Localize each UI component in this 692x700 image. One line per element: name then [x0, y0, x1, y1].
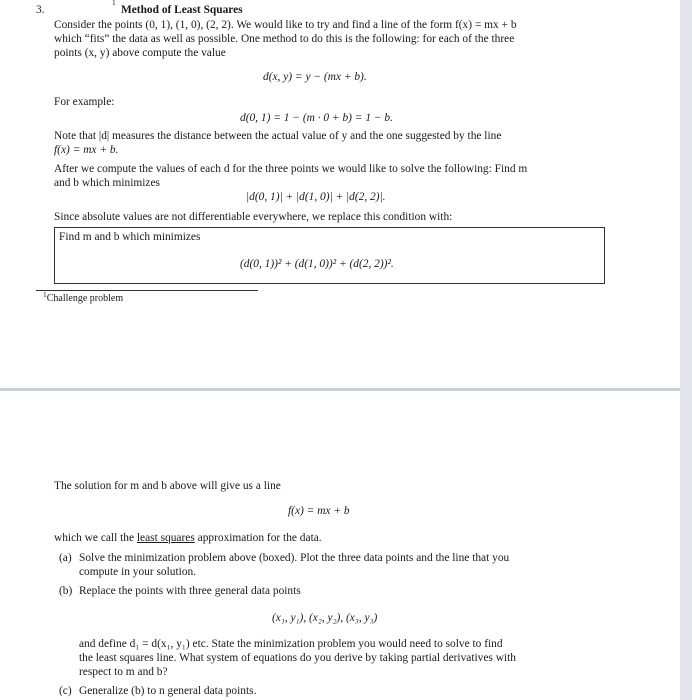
equation-example: d(0, 1) = 1 − (m · 0 + b) = 1 − b. [240, 112, 393, 124]
intro-line-3: points (x, y) above compute the value [54, 47, 226, 59]
part-c-label: (c) [59, 685, 72, 697]
footnote-rule [36, 290, 258, 291]
solution-line: The solution for m and b above will give us a line [54, 480, 281, 492]
equation-line: f(x) = mx + b [288, 505, 350, 517]
part-b-line-2: and define d₁ = d(x₁, y₁) etc. State the minimization problem you would need to solve to find [79, 638, 503, 650]
document-page-2 [0, 391, 680, 700]
problem-title: Method of Least Squares [121, 4, 243, 16]
part-a-line-1: Solve the minimization problem above (boxed). Plot the three data points and the line that you [79, 552, 510, 564]
part-a-label: (a) [59, 552, 72, 564]
for-example-label: For example: [54, 96, 115, 108]
part-a-line-2: compute in your solution. [79, 566, 197, 578]
intro-line-2: which “fits” the data as well as possible. One method to do this is the following: for each of the three [54, 33, 515, 45]
part-b-label: (b) [59, 585, 73, 597]
which-line [54, 531, 322, 545]
box-line: Find m and b which minimizes [59, 231, 201, 243]
part-c-line: Generalize (b) to n general data points. [79, 685, 257, 697]
part-b-line-3: the least squares line. What system of equations do you derive by taking partial derivatives with [79, 652, 516, 664]
since-line: Since absolute values are not differentiable everywhere, we replace this condition with: [54, 211, 453, 223]
which-suffix: approximation for the data. [197, 532, 322, 544]
intro-line-1: Consider the points (0, 1), (1, 0), (2, 2). We would like to try and find a line of the form f(x) = mx + b [54, 19, 517, 31]
equation-general-points: (x₁, y₁), (x₂, y₂), (x₃, y₃) [272, 612, 378, 624]
footnote: $^1$Challenge problem [43, 290, 124, 304]
equation-absolute-sum: |d(0, 1)| + |d(1, 0)| + |d(2, 2)|. [246, 191, 386, 203]
note-line-2: f(x) = mx + b. [54, 144, 119, 156]
problem-number: 3. [36, 4, 45, 16]
footnote-text: Challenge problem [46, 293, 124, 304]
part-b-line-4: respect to m and b? [79, 666, 168, 678]
after-line-1: After we compute the values of each d for the three points we would like to solve the following: Find m [54, 163, 528, 175]
equation-d-definition: d(x, y) = y − (mx + b). [263, 71, 367, 83]
after-line-2: and b which minimizes [54, 177, 160, 189]
equation-squares-sum: (d(0, 1))² + (d(1, 0))² + (d(2, 2))². [240, 258, 394, 270]
note-line-1: Note that |d| measures the distance between the actual value of y and the one suggested by the line [54, 130, 502, 142]
viewer-scrollbar-track[interactable] [680, 0, 692, 700]
part-b-line-1: Replace the points with three general data points [79, 585, 301, 597]
footnote-mark: 1 [112, 0, 116, 7]
least-squares-term: least squares [136, 532, 195, 544]
which-prefix: which we call the [54, 532, 135, 544]
